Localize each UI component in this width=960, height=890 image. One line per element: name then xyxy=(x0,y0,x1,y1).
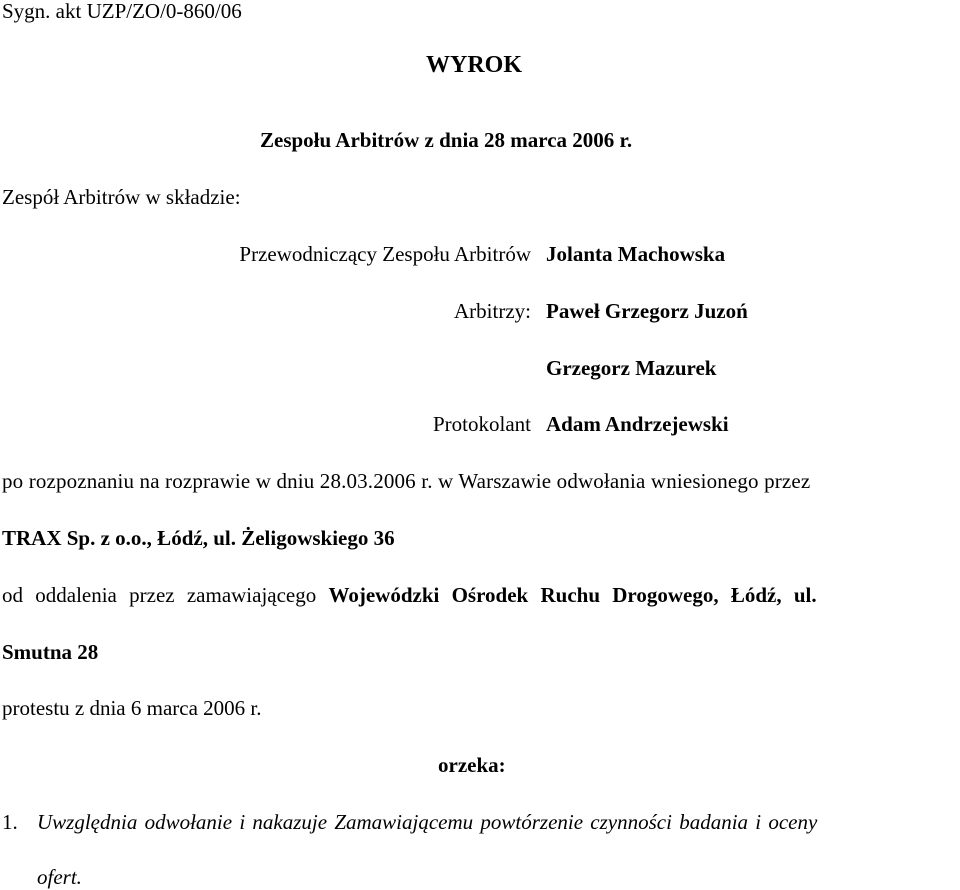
arbiter-name-2: Grzegorz Mazurek xyxy=(546,356,717,380)
arbiters-label: Arbitrzy: xyxy=(454,299,531,323)
hearing-line: po rozpoznaniu na rozprawie w dniu 28.03.2006 r. w Warszawie odwołania wniesionego przez xyxy=(2,469,811,493)
document-subtitle: Zespołu Arbitrów z dnia 28 marca 2006 r. xyxy=(260,128,633,152)
case-number: Sygn. akt UZP/ZO/0-860/06 xyxy=(2,0,242,23)
dismissal-line xyxy=(2,582,956,608)
panel-intro: Zespół Arbitrów w składzie: xyxy=(2,185,241,209)
item-1-text-continued: ofert. xyxy=(37,865,82,889)
contracting-authority-address: Smutna 28 xyxy=(2,640,99,664)
dismissal-prefix: od oddalenia przez zamawiającego xyxy=(2,583,317,607)
clerk-name: Adam Andrzejewski xyxy=(546,412,729,436)
item-1-text: Uwzględnia odwołanie i nakazuje Zamawiającemu powtórzenie czynności badania i oceny xyxy=(37,810,818,834)
clerk-label: Protokolant xyxy=(433,412,531,436)
decision-heading: orzeka: xyxy=(438,753,506,777)
protest-line: protestu z dnia 6 marca 2006 r. xyxy=(2,696,262,720)
item-1-number: 1. xyxy=(2,810,18,834)
chair-name: Jolanta Machowska xyxy=(546,242,726,266)
document-title: WYROK xyxy=(426,52,522,78)
chair-label: Przewodniczący Zespołu Arbitrów xyxy=(239,242,531,266)
contracting-authority: Wojewódzki Ośrodek Ruchu Drogowego, Łódź, ul. xyxy=(328,583,817,607)
appellant: TRAX Sp. z o.o., Łódź, ul. Żeligowskiego 36 xyxy=(2,526,395,550)
arbiter-name-1: Paweł Grzegorz Juzoń xyxy=(546,299,748,323)
